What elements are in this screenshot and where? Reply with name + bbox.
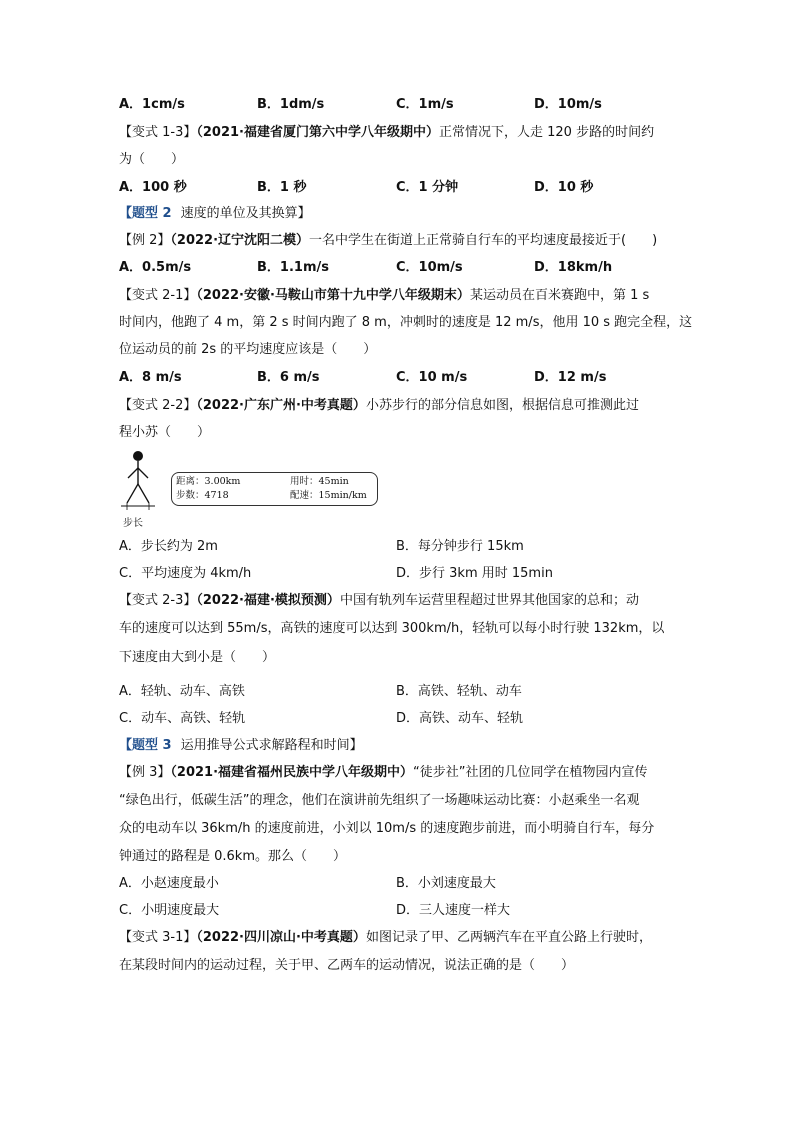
walker-icon	[119, 448, 179, 514]
stat-distance: 距离：3.00km	[176, 476, 241, 487]
option-a: A．轻轨、动车、高铁	[119, 684, 245, 699]
stat-pace: 配速：15min/km	[290, 490, 367, 501]
question-stem: 某运动员在百米赛跑中，第 1 s	[469, 288, 650, 303]
question-ex2-line1	[119, 232, 657, 250]
question-v2-2-options-row2	[119, 565, 679, 583]
question-v2-1-line2: 时间内，他跑了 4 m，第 2 s 时间内跑了 8 m，冲刺时的速度是 12 m/s，他用 10 s 跑完全程，这	[119, 315, 693, 330]
question-v3-1-line2: 在某段时间内的运动过程，关于甲、乙两车的运动情况，说法正确的是（ ）	[119, 958, 575, 973]
option-b: B．高铁、轻轨、动车	[396, 684, 522, 699]
question-stem: 如图记录了甲、乙两辆汽车在平直公路上行驶时，	[365, 930, 652, 945]
option-d: D．三人速度一样大	[396, 903, 511, 918]
question-v1-3-options	[119, 179, 679, 197]
option-a: A．步长约为 2m	[119, 539, 218, 554]
question-stem: “徒步社”社团的几位同学在植物园内宣传	[413, 765, 648, 780]
stat-time: 用时：45min	[290, 476, 349, 487]
question-tag: 【变式 2-3】	[119, 593, 197, 608]
question-tag: 【例 2】	[119, 233, 171, 248]
section-tag: 【题型 2	[119, 206, 172, 221]
section-heading-type3	[119, 737, 363, 755]
option-b: B．1.1m/s	[257, 260, 329, 275]
question-v2-1-options	[119, 369, 679, 387]
question-tag: 【变式 2-2】	[119, 398, 197, 413]
option-b: B．每分钟步行 15km	[396, 539, 524, 554]
option-a: A．1cm/s	[119, 97, 185, 112]
option-d: D．10 秒	[534, 180, 594, 195]
walking-figure	[119, 448, 389, 534]
question-ex3-line1	[119, 764, 648, 782]
question-v1-3-line1	[119, 124, 654, 142]
question-source: （2022·福建·模拟预测）	[196, 593, 340, 608]
question-ex3-line2: “绿色出行，低碳生活”的理念，他们在演讲前先组织了一场趣味运动比赛：小赵乘坐一名观	[119, 793, 640, 808]
option-d: D．10m/s	[534, 97, 602, 112]
option-c: C．动车、高铁、轻轨	[119, 711, 246, 726]
section-title: 速度的单位及其换算】	[180, 206, 311, 221]
stride-label: 步长	[123, 518, 143, 529]
question-source: （2022·安徽·马鞍山市第十九中学八年级期末）	[196, 288, 470, 303]
option-d: D．18km/h	[534, 260, 613, 275]
walking-stats-box	[171, 472, 378, 506]
question-ex3-line4: 钟通过的路程是 0.6km。那么（ ）	[119, 849, 346, 864]
question-source: （2021·福建省福州民族中学八年级期中）	[170, 765, 414, 780]
option-c: C．1 分钟	[396, 180, 459, 195]
question-tag: 【例 3】	[119, 765, 171, 780]
question-ex3-options-row2	[119, 902, 679, 920]
option-c: C．小明速度最大	[119, 903, 220, 918]
question-v2-2-options-row1	[119, 538, 679, 556]
option-c: C．平均速度为 4km/h	[119, 566, 252, 581]
question-stem: 一名中学生在街道上正常骑自行车的平均速度最接近于( )	[309, 233, 658, 248]
question-v2-3-options-row1	[119, 683, 679, 701]
option-a: A．8 m/s	[119, 370, 182, 385]
option-a: A．100 秒	[119, 180, 187, 195]
question-v1-3-line2: 为（ ）	[119, 152, 185, 167]
option-d: D．高铁、动车、轻轨	[396, 711, 524, 726]
question-ex3-line3: 众的电动车以 36km/h 的速度前进，小刘以 10m/s 的速度跑步前进，而小明骑自行车，每分	[119, 821, 655, 836]
question-tag: 【变式 2-1】	[119, 288, 197, 303]
option-b: B．6 m/s	[257, 370, 320, 385]
option-a: A．0.5m/s	[119, 260, 192, 275]
option-a: A．小赵速度最小	[119, 876, 219, 891]
question-source: （2021·福建省厦门第六中学八年级期中）	[196, 125, 439, 140]
option-b: B．1dm/s	[257, 97, 325, 112]
option-c: C．10m/s	[396, 260, 463, 275]
section-title: 运用推导公式求解路程和时间】	[180, 738, 363, 753]
question-v2-3-line2: 车的速度可以达到 55m/s，高铁的速度可以达到 300km/h，轻轨可以每小时行驶 132km，以	[119, 621, 665, 636]
question-source: （2022·辽宁沈阳二模）	[170, 233, 310, 248]
question-ex3-options-row1	[119, 875, 679, 893]
question-ex2-options	[119, 259, 679, 277]
option-b: B．小刘速度最大	[396, 876, 496, 891]
question-v2-1-line3: 位运动员的前 2s 的平均速度应该是（ ）	[119, 342, 377, 357]
question-source: （2022·四川凉山·中考真题）	[196, 930, 366, 945]
stat-steps: 步数：4718	[176, 490, 229, 501]
question-v2-3-line3: 下速度由大到小是（ ）	[119, 650, 276, 665]
question-stem: 小苏步行的部分信息如图，根据信息可推测此过	[365, 398, 639, 413]
option-c: C．1m/s	[396, 97, 454, 112]
question-stem: 中国有轨列车运营里程超过世界其他国家的总和；动	[339, 593, 639, 608]
option-c: C．10 m/s	[396, 370, 468, 385]
option-b: B．1 秒	[257, 180, 307, 195]
question-v2-3-line1	[119, 592, 639, 610]
question-tag: 【变式 1-3】	[119, 125, 197, 140]
prev-question-options	[119, 96, 679, 114]
question-v2-3-options-row2	[119, 710, 679, 728]
question-stem: 正常情况下，人走 120 步路的时间约	[439, 125, 655, 140]
option-d: D．12 m/s	[534, 370, 607, 385]
question-v2-2-line1	[119, 397, 639, 415]
question-source: （2022·广东广州·中考真题）	[196, 398, 366, 413]
section-tag: 【题型 3	[119, 738, 172, 753]
section-heading-type2	[119, 205, 311, 223]
option-d: D．步行 3km 用时 15min	[396, 566, 553, 581]
question-tag: 【变式 3-1】	[119, 930, 197, 945]
question-v2-2-line2: 程小苏（ ）	[119, 425, 211, 440]
question-v2-1-line1	[119, 287, 649, 305]
question-v3-1-line1	[119, 929, 652, 947]
